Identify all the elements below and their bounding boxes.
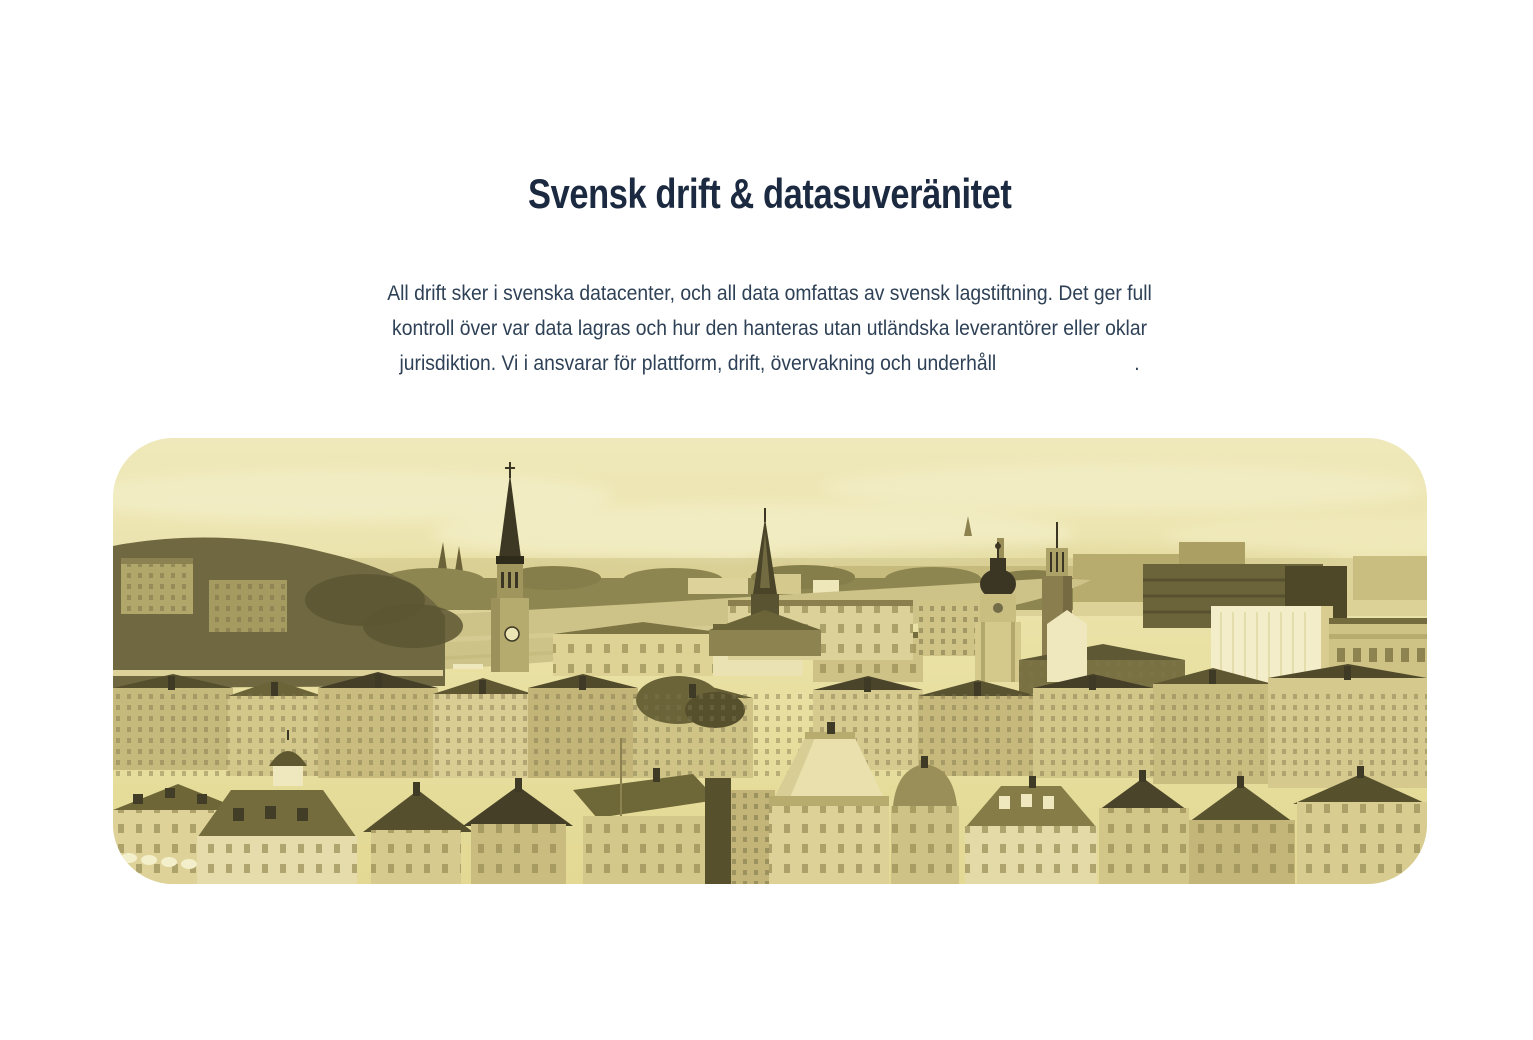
section-description	[113, 276, 1427, 381]
svensk-drift-section	[113, 0, 1427, 884]
description-line-3	[388, 346, 1153, 381]
stockholm-panorama-image	[113, 438, 1427, 884]
description-line-1: All drift sker i svenska datacenter, och all data omfattas av svensk lagstiftning. Det ger full	[387, 282, 1153, 306]
section-title	[113, 0, 1427, 218]
stockholm-panorama-art	[113, 438, 1427, 884]
description-line-3-text: jurisdiktion. Vi i ansvarar för plattform, drift, övervakning och underhåll	[399, 352, 997, 376]
description-line-2: kontroll över var data lagras och hur den hanteras utan utländska leverantörer eller oklar	[392, 317, 1148, 341]
redacted-text-gap	[997, 369, 1135, 370]
section-title-text: Svensk drift & datasuveränitet	[528, 170, 1012, 217]
description-line-3-period: .	[1134, 352, 1141, 376]
